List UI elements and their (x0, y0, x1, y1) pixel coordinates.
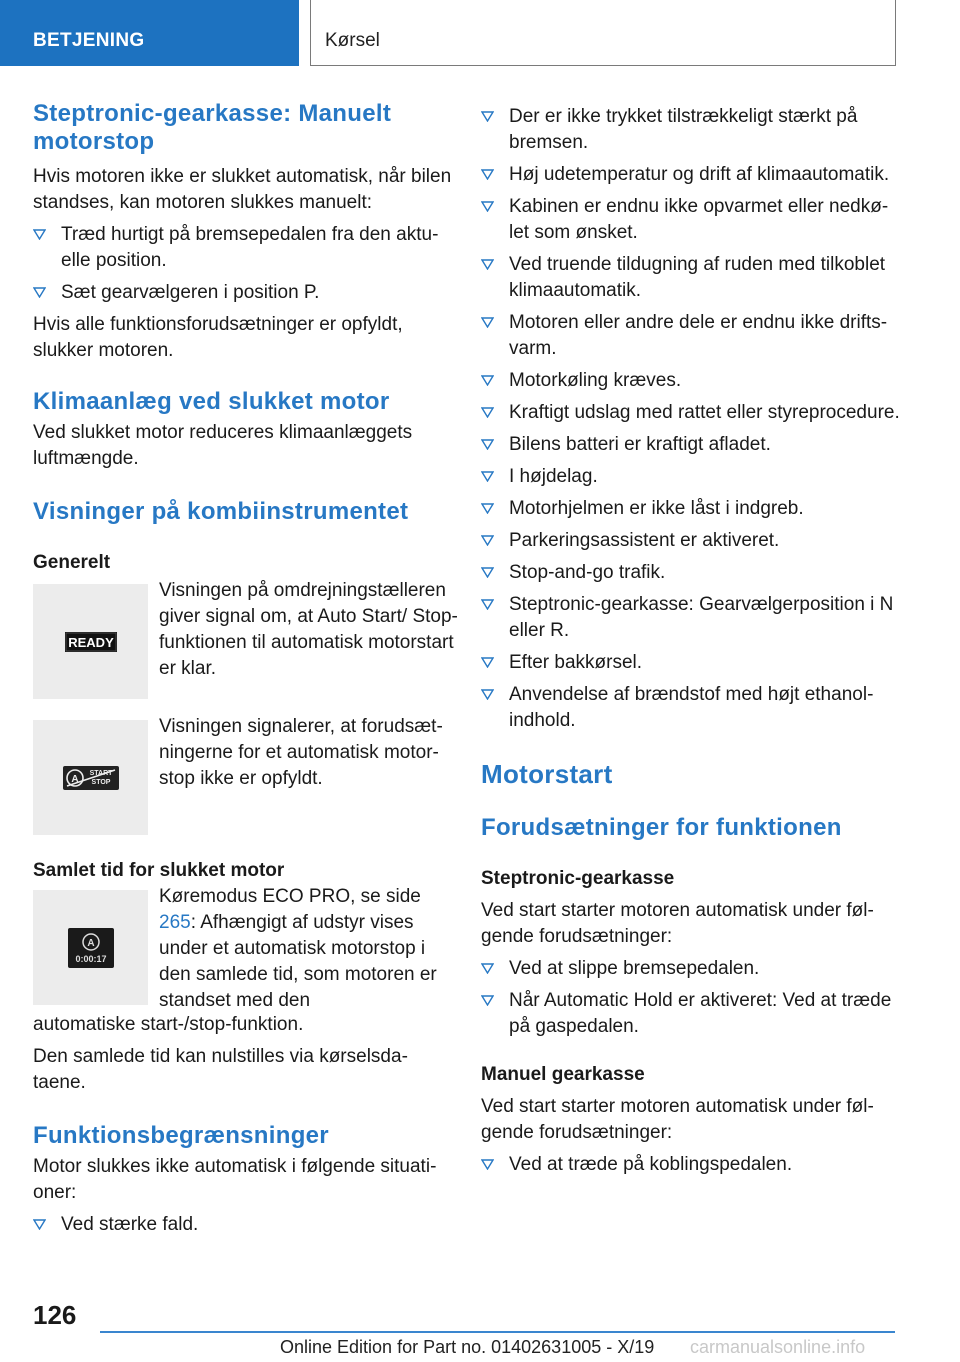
list-item: Anvendelse af brændstof med højt ethanolindhold. (481, 682, 901, 734)
triangle-bullet-icon (33, 229, 46, 240)
list-item: Kabinen er endnu ikke opvarmet eller nedkølet som ønsket. (481, 194, 901, 246)
triangle-bullet-icon (481, 169, 494, 180)
triangle-bullet-icon (481, 317, 494, 328)
section-title: BETJENING (33, 30, 145, 51)
ready-figure (33, 584, 148, 699)
triangle-bullet-icon (481, 995, 494, 1006)
list-item: Steptronic-gearkasse: Gearvælgerposition i N eller R. (481, 592, 901, 644)
heading-steptronic: Steptronic-gearkasse (481, 868, 675, 889)
page-reference-link[interactable]: 265 (159, 912, 191, 933)
timer-description-cont: automatiske start-/stop-funktion. (33, 1014, 304, 1035)
svg-text:A: A (87, 938, 95, 949)
heading-manual-gearbox: Manuel gearkasse (481, 1064, 645, 1085)
startstop-figure (33, 720, 148, 835)
ready-description: Visningen på omdrejningstælleren giver signal om, at Auto Start/ Stop-funktionen til automatisk motorstart er klar. (159, 580, 458, 679)
chapter-title: Kørsel (325, 30, 380, 51)
heading-general: Generelt (33, 552, 111, 573)
triangle-bullet-icon (481, 567, 494, 578)
chapter-box (310, 0, 896, 66)
right-column (481, 104, 901, 1178)
startstop-description: Visningen signalerer, at forudsætningerne for et automatisk motorstop ikke er opfyldt. (159, 716, 443, 789)
start-label: START (89, 770, 113, 777)
list-item: Parkeringsassistent er aktiveret. (481, 528, 901, 554)
text-reset: Den samlede tid kan nulstilles via kørselsdataene. (33, 1046, 408, 1093)
list-item: Der er ikke trykket tilstrækkeligt stærkt på bremsen. (481, 104, 901, 156)
triangle-bullet-icon (481, 689, 494, 700)
triangle-bullet-icon (481, 535, 494, 546)
footer-edition: Online Edition for Part no. 01402631005 - X/19 (280, 1337, 655, 1357)
list-item: Motorhjelmen er ikke låst i indgreb. (481, 496, 901, 522)
triangle-bullet-icon (481, 1159, 494, 1170)
triangle-bullet-icon (481, 503, 494, 514)
triangle-bullet-icon (481, 657, 494, 668)
text-manual-gearbox: Ved start starter motoren automatisk under følgende forudsætninger: (481, 1096, 874, 1143)
list-item: Efter bakkørsel. (481, 650, 901, 676)
heading-engine-start: Motorstart (481, 759, 613, 789)
manual-stop-list (33, 222, 453, 306)
heading-limits: Funktionsbegrænsninger (33, 1122, 329, 1149)
heading-display: Visninger på kombiinstrumentet (33, 498, 409, 525)
watermark-text: carmanualsonline.info (690, 1337, 866, 1357)
heading-manual-stop: Steptronic-gearkasse: Manuelt motorstop (33, 100, 392, 155)
list-item: Ved at træde på koblingspedalen. (481, 1152, 901, 1178)
list-item: Ved at slippe bremsepedalen. (481, 956, 901, 982)
triangle-bullet-icon (481, 439, 494, 450)
heading-total-time: Samlet tid for slukket motor (33, 860, 285, 881)
text-manual-stop: Hvis motoren ikke er slukket automatisk, når bilen standses, kan motoren slukkes manuelt: (33, 166, 452, 213)
triangle-bullet-icon (481, 599, 494, 610)
list-item: Ved truende tildugning af ruden med tilkoblet klimaautomatik. (481, 252, 901, 304)
limits-list-left (33, 1212, 453, 1238)
list-item: Sæt gearvælgeren i position P. (33, 280, 453, 306)
text-manual-stop-after: Hvis alle funktionsforudsætninger er opfyldt, slukker motoren. (33, 314, 403, 361)
list-item: Motorkøling kræves. (481, 368, 901, 394)
heading-climate: Klimaanlæg ved slukket motor (33, 388, 390, 415)
triangle-bullet-icon (481, 407, 494, 418)
steptronic-list (481, 956, 901, 1040)
list-item: Ved stærke fald. (33, 1212, 453, 1238)
section-tab (0, 0, 299, 66)
left-column (33, 100, 458, 1238)
text-steptronic: Ved start starter motoren automatisk under følgende forudsætninger: (481, 900, 874, 947)
list-item: I højdelag. (481, 464, 901, 490)
page-number: 126 (33, 1300, 77, 1330)
triangle-bullet-icon (481, 471, 494, 482)
list-item: Når Automatic Hold er aktiveret: Ved at træde på gaspedalen. (481, 988, 901, 1040)
list-item: Bilens batteri er kraftigt afladet. (481, 432, 901, 458)
triangle-bullet-icon (33, 287, 46, 298)
timer-description: Køremodus ECO PRO, se side 265: Afhængigt af udstyr vises under et automatisk motorstop i den samlede tid, som motoren er standset med den (159, 886, 437, 1011)
triangle-bullet-icon (481, 201, 494, 212)
ready-label: READY (68, 635, 114, 650)
list-item: Kraftigt udslag med rattet eller styreprocedure. (481, 400, 901, 426)
text-limits: Motor slukkes ikke automatisk i følgende situationer: (33, 1156, 437, 1203)
triangle-bullet-icon (481, 963, 494, 974)
stop-label: STOP (91, 779, 111, 786)
heading-conditions: Forudsætninger for funktionen (481, 814, 842, 841)
text-climate: Ved slukket motor reduceres klimaanlæggets luftmængde. (33, 422, 413, 469)
manual-gearbox-list (481, 1152, 901, 1178)
list-item: Træd hurtigt på bremsepedalen fra den aktuelle position. (33, 222, 453, 274)
total-time-figure-block (33, 886, 453, 1024)
footer-divider (100, 1331, 895, 1333)
triangle-bullet-icon (481, 259, 494, 270)
list-item: Høj udetemperatur og drift af klimaautomatik. (481, 162, 901, 188)
timer-figure (33, 890, 148, 1005)
list-item: Motoren eller andre dele er endnu ikke driftsvarm. (481, 310, 901, 362)
svg-text:A: A (71, 774, 79, 785)
list-item: Stop-and-go trafik. (481, 560, 901, 586)
engine-off-timer-icon (33, 890, 148, 1005)
triangle-bullet-icon (481, 111, 494, 122)
display-figures (33, 580, 458, 852)
triangle-bullet-icon (481, 375, 494, 386)
triangle-bullet-icon (33, 1219, 46, 1230)
timer-value: 0:00:17 (75, 954, 107, 964)
limits-list-right (481, 104, 901, 734)
